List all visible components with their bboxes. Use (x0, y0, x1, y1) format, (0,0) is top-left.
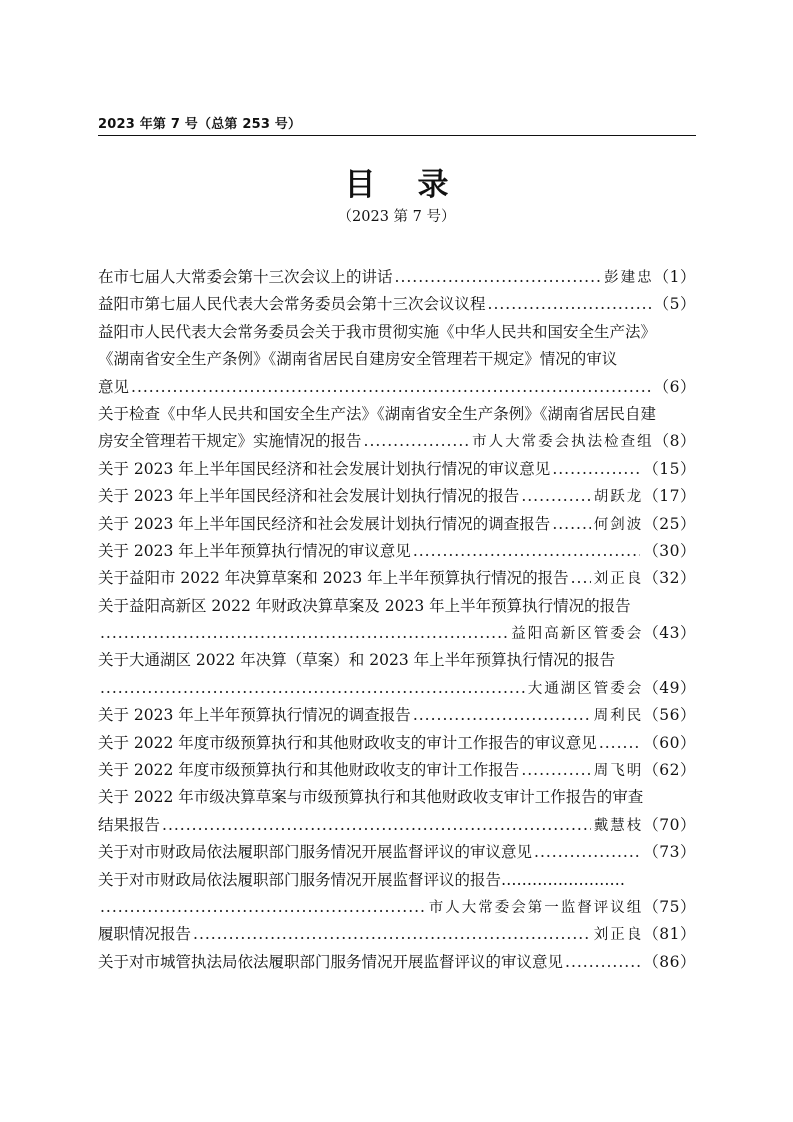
dot-leader (100, 894, 426, 921)
toc-entry-row (98, 428, 696, 455)
toc-entry-title-line: 关于对市财政局依法履职部门服务情况开展监督评议的审议意见 (98, 843, 533, 862)
toc-entry-author: 刘正良 (593, 927, 644, 944)
toc-entry-row (98, 456, 696, 483)
toc-entry-title-line: 关于益阳高新区 2022 年财政决算草案及 2023 年上半年预算执行情况的报告 (98, 596, 631, 615)
toc-entry-row (98, 949, 696, 976)
dot-leader (552, 511, 590, 538)
dot-leader (100, 620, 508, 647)
toc-entry[interactable] (98, 647, 696, 702)
toc-entry[interactable] (98, 511, 696, 538)
toc-entry-title-line: 关于 2022 年度市级预算执行和其他财政收支的审计工作报告 (98, 761, 520, 780)
toc-entry-page-number: （25） (643, 514, 696, 533)
dot-leader (131, 374, 651, 401)
toc-entry-row (98, 565, 696, 592)
toc-entry-row (98, 894, 696, 921)
dot-leader (521, 483, 590, 510)
toc-entry-title-line: 关于对市财政局依法履职部门服务情况开展监督评议的报告…………………… (98, 870, 626, 889)
toc-entry-title-line: 关于 2023 年上半年国民经济和社会发展计划执行情况的报告 (98, 487, 520, 506)
toc-entry-title-line: 关于大通湖区 2022 年决算（草案）和 2023 年上半年预算执行情况的报告 (98, 651, 616, 670)
toc-entry-author: 周飞明 (593, 763, 644, 780)
toc-entry-row (98, 620, 696, 647)
issue-header (98, 113, 696, 135)
toc-entry-page-number: （70） (643, 815, 696, 834)
dot-leader (364, 428, 470, 455)
issue-label: 2023 年第 7 号（总第 253 号） (98, 117, 302, 132)
toc-entry-page-number: （86） (643, 952, 696, 971)
toc-entry-row (98, 921, 696, 948)
toc-entry-row (98, 291, 696, 318)
toc-entry[interactable] (98, 483, 696, 510)
toc-entry-title-line: 关于 2023 年上半年国民经济和社会发展计划执行情况的审议意见 (98, 459, 551, 478)
dot-leader (599, 730, 640, 757)
toc-entry[interactable] (98, 319, 696, 401)
toc-entry[interactable] (98, 565, 696, 592)
dot-leader (521, 757, 590, 784)
toc-entry-page-number: （32） (643, 569, 696, 588)
dot-leader (100, 675, 525, 702)
dot-leader (488, 291, 651, 318)
dot-leader (565, 949, 640, 976)
dot-leader (552, 456, 640, 483)
dot-leader (571, 565, 591, 592)
toc-entry-title-line: 《湖南省安全生产条例》《湖南省居民自建房安全管理若干规定》情况的审议 (98, 350, 618, 369)
toc-entry-row (98, 374, 696, 401)
toc-entry[interactable] (98, 867, 696, 922)
toc-entry[interactable] (98, 264, 696, 291)
toc-entry-page-number: （62） (643, 761, 696, 780)
toc-entry-page-number: （5） (653, 295, 696, 314)
toc-entry[interactable] (98, 839, 696, 866)
toc-entry-page-number: （1） (653, 268, 696, 286)
toc-entry-page-number: （15） (643, 459, 696, 478)
toc-entry-row (98, 839, 696, 866)
toc-entry-page-number: （43） (643, 624, 696, 643)
toc-entry-author: 大通湖区管委会 (527, 680, 644, 697)
toc-entry-page-number: （73） (643, 843, 696, 862)
toc-entry-page-number: （56） (643, 706, 696, 725)
toc-entry-row (98, 812, 696, 839)
toc-entry[interactable] (98, 784, 696, 839)
toc-entry-row (98, 675, 696, 702)
toc-entry-page-number: （60） (643, 733, 696, 752)
page-title: 目录 (344, 167, 491, 203)
dot-leader (413, 702, 591, 729)
dot-leader (413, 538, 640, 565)
page-subtitle: （2023 第 7 号） (337, 209, 456, 225)
dot-leader (395, 264, 602, 291)
toc-entry-page-number: （81） (643, 925, 696, 944)
toc-entry-title-line: 结果报告 (98, 815, 161, 834)
dot-leader (534, 839, 640, 866)
toc-entry-author: 戴慧枝 (593, 817, 644, 834)
toc-entry-title-line: 在市七届人大常委会第十三次会议上的讲话 (98, 268, 393, 286)
toc-entry-author: 市人大常委会第一监督评议组 (428, 899, 644, 916)
toc-entry-title-line: 益阳市人民代表大会常务委员会关于我市贯彻实施《中华人民共和国安全生产法》 (98, 322, 657, 341)
dot-leader (193, 921, 591, 948)
toc-entry-title-line: 关于 2023 年上半年预算执行情况的审议意见 (98, 541, 411, 560)
toc-entry-title-line: 履职情况报告 (98, 925, 192, 944)
toc-entry-title-line: 益阳市第七届人民代表大会常务委员会第十三次会议议程 (98, 295, 486, 314)
toc-entry[interactable] (98, 702, 696, 729)
toc-entry-row (98, 702, 696, 729)
header-divider (98, 135, 696, 136)
toc-entry-row (98, 538, 696, 565)
toc-entry-title-line: 房安全管理若干规定》实施情况的报告 (98, 432, 362, 451)
toc-entry-title-line: 关于 2022 年度市级预算执行和其他财政收支的审计工作报告的审议意见 (98, 733, 597, 752)
toc-entry-title-line: 意见 (98, 377, 130, 396)
toc-entry-author: 胡跃龙 (593, 489, 644, 506)
toc-entry-page-number: （75） (643, 897, 696, 916)
toc-entry-row (98, 757, 696, 784)
toc-entry[interactable] (98, 949, 696, 976)
toc-entry-author: 彭建忠 (604, 270, 654, 286)
table-of-contents (98, 264, 696, 976)
toc-entry-title-line: 关于对市城管执法局依法履职部门服务情况开展监督评议的审议意见 (98, 952, 564, 971)
toc-entry-author: 市人大常委会执法检查组 (472, 434, 654, 451)
toc-entry[interactable] (98, 538, 696, 565)
toc-entry-row (98, 264, 696, 291)
toc-entry-title-line: 关于 2023 年上半年国民经济和社会发展计划执行情况的调查报告 (98, 514, 551, 533)
toc-entry-author: 刘正良 (593, 571, 644, 588)
toc-entry-title-line: 关于检查《中华人民共和国安全生产法》《湖南省安全生产条例》《湖南省居民自建 (98, 404, 657, 423)
toc-entry-title-line: 关于 2023 年上半年预算执行情况的调查报告 (98, 706, 411, 725)
toc-entry-page-number: （30） (643, 541, 696, 560)
toc-entry[interactable] (98, 730, 696, 757)
toc-entry-page-number: （49） (643, 678, 696, 697)
toc-entry-author: 益阳高新区管委会 (511, 626, 644, 643)
toc-entry-row (98, 511, 696, 538)
toc-entry[interactable] (98, 593, 696, 648)
toc-entry[interactable] (98, 921, 696, 948)
toc-entry[interactable] (98, 456, 696, 483)
toc-entry[interactable] (98, 291, 696, 318)
toc-entry[interactable] (98, 757, 696, 784)
toc-entry-row (98, 730, 696, 757)
toc-entry-page-number: （6） (653, 377, 696, 396)
toc-entry-page-number: （17） (643, 487, 696, 506)
dot-leader (162, 812, 591, 839)
toc-entry-title-line: 关于 2022 年市级决算草案与市级预算执行和其他财政收支审计工作报告的审查 (98, 788, 644, 807)
toc-entry-title-line: 关于益阳市 2022 年决算草案和 2023 年上半年预算执行情况的报告 (98, 569, 569, 588)
toc-entry[interactable] (98, 401, 696, 456)
toc-entry-author: 周利民 (593, 708, 644, 725)
toc-entry-author: 何剑波 (593, 516, 644, 533)
toc-entry-page-number: （8） (653, 432, 696, 451)
toc-entry-row (98, 483, 696, 510)
